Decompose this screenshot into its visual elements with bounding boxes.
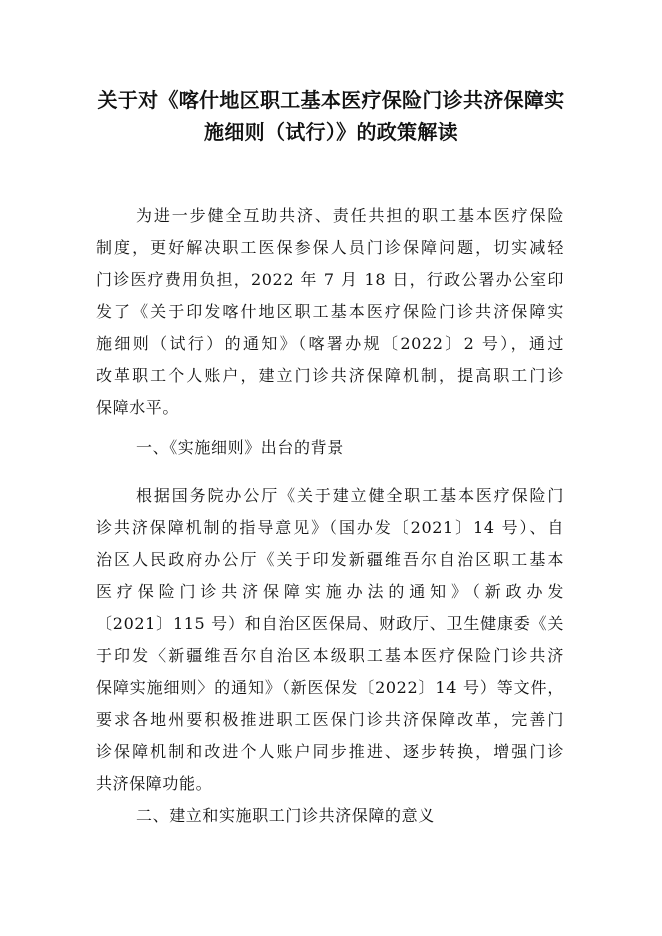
paragraph-line: 为进一步健全互助共济、责任共担的职工基本医疗保险 <box>136 206 564 225</box>
paragraph-line: 发了《关于印发喀什地区职工基本医疗保险门诊共济保障实 <box>96 302 564 321</box>
paragraph-line: 保障实施细则〉的通知》（新医保发〔2022〕14 号）等文件， <box>96 678 564 697</box>
paragraph-line: 制度，更好解决职工医保参保人员门诊保障问题，切实减轻 <box>96 238 564 257</box>
section-1-heading: 一、《实施细则》出台的背景 <box>136 438 344 457</box>
title-line-1: 关于对《喀什地区职工基本医疗保险门诊共济保障实 <box>97 88 565 112</box>
paragraph-line: 治区人民政府办公厅《关于印发新疆维吾尔自治区职工基本 <box>96 550 564 569</box>
paragraph-line: 诊保障机制和改进个人账户同步推进、逐步转换，增强门诊 <box>96 742 564 761</box>
paragraph-line: 共济保障功能。 <box>96 774 213 793</box>
paragraph-line: 要求各地州要积极推进职工医保门诊共济保障改革，完善门 <box>96 710 564 729</box>
paragraph-line: 保障水平。 <box>96 398 180 417</box>
title-line-2: 施细则（试行）》的政策解读 <box>204 120 458 144</box>
document-title <box>90 84 572 148</box>
section-2-heading: 二、建立和实施职工门诊共济保障的意义 <box>136 806 435 825</box>
paragraph-line: 〔2021〕115 号）和自治区医保局、财政厅、卫生健康委《关 <box>96 614 564 633</box>
paragraph-line: 根据国务院办公厅《关于建立健全职工基本医疗保险门 <box>136 486 564 505</box>
section-1-paragraph <box>96 480 564 800</box>
paragraph-line: 医疗保险门诊共济保障实施办法的通知》（新政办发 <box>96 582 564 601</box>
paragraph-line: 诊共济保障机制的指导意见》（国办发〔2021〕14 号）、自 <box>96 518 564 537</box>
paragraph-line: 门诊医疗费用负担，2022 年 7 月 18 日，行政公署办公室印 <box>96 270 564 289</box>
paragraph-line: 改革职工个人账户，建立门诊共济保障机制，提高职工门诊 <box>96 366 564 385</box>
paragraph-line: 施细则（试行）的通知》（喀署办规〔2022〕2 号），通过 <box>96 334 564 353</box>
paragraph-line: 于印发〈新疆维吾尔自治区本级职工基本医疗保险门诊共济 <box>96 646 564 665</box>
intro-paragraph <box>96 200 564 424</box>
